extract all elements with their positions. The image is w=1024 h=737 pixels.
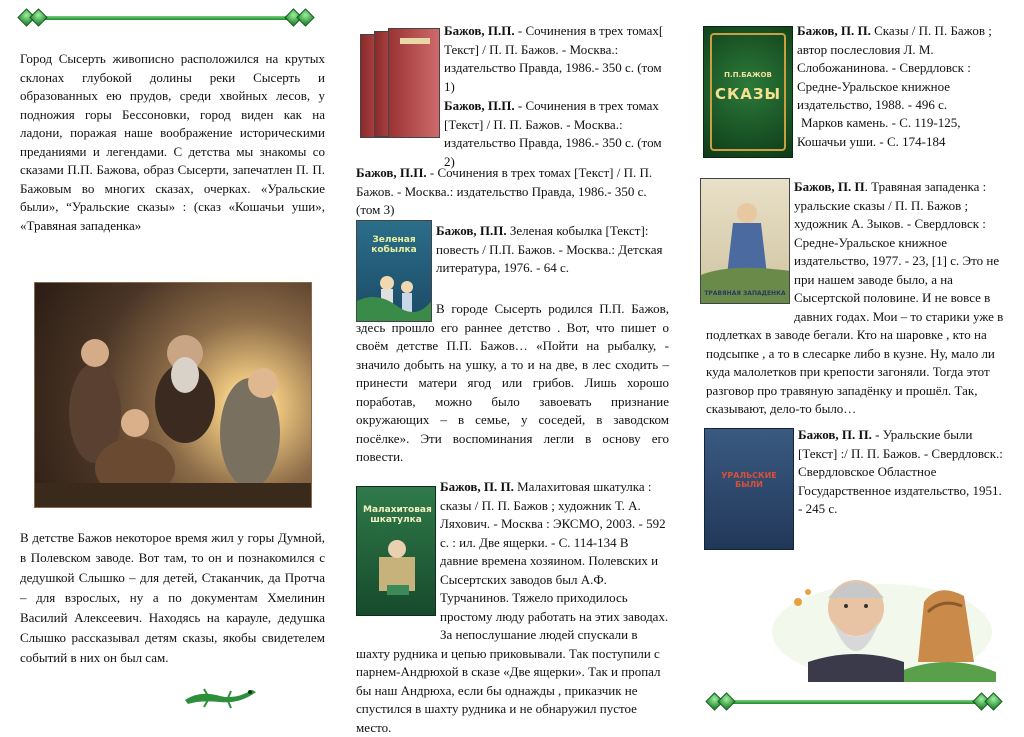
middle-paragraph-childhood: В городе Сысерть родился П.П. Бажов, здесь прошло его раннее детство . Вот, что пишет о своём детстве П.П. Бажов… «Пойти на рыбалку, - значило добыть на ушку, а то и на две, в лес сходить – принести матери ягод или грибов. Лишь хорошо поработав, можно было завоевать признание окружающих – в семье, у соседей, в заводском посёлке». Эти воспоминания легли в основу его повести. [356,301,669,464]
entry-text: - Уральские были [Текст] :/ П. П. Бажов. - Свердловск.: Свердловское Областное Государственное издательство, 1951. - 245 с. [798,427,1003,516]
cover-title: УРАЛЬСКИЕ БЫЛИ [721,471,777,489]
entry-text: Малахитовая шкатулка : сказы / П. П. Бажов ; художник Т. А. Ляхович. - Москва : ЭКСМО, 2003. - 592 с. : ил. Две ящерки. - С. 114-134 В давние времена хозяином. Полевских и Сысертских заводов был А.Ф. Турчанинов. Тяжело приходилось простому люду работать на этих заводах. За непослушание людей спускали в шахту рудника и цепью приковывали. Так поступили с парнем-Андрюхой в сказе «Две ящерки». Так и пропал бы наш Андрюха, если бы однажды , приказчик не спустился в шахту рудника и не обнаружил пустое место. [356,479,669,735]
entry-text: Сказы / П. П. Бажов ; автор послесловия Л. М. Слобожанинова. - Свердловск : Средне-Уральское книжное издательство, 1988. - 496 с. [797,23,992,112]
bazhov-portrait-illustration [768,562,996,682]
middle-entry-4 [436,222,669,278]
entry-text: - Сочинения в трех томах [Текст] / П. П. Бажов. - Москва.: издательство Правда, 1986.- 350 с. (том 2) [444,98,662,169]
middle-entry-3 [356,164,669,220]
right-entry-3 [798,426,1003,519]
right-entry-1 [797,22,1005,115]
illustration-storyteller-photo [34,282,312,508]
entry-author: Бажов, П. П [794,179,865,194]
entry-author: Бажов, П. П. [798,427,872,442]
cover-title: СКАЗЫ [714,85,782,103]
entry-author: Бажов, П.П. [436,223,507,238]
right-entry-2 [706,178,1006,419]
cover-title: Зеленая кобылка [371,235,417,255]
cover-title: Малахитовая шкатулка [363,505,432,525]
entry-text: - Сочинения в трех томах[ Текст] / П. П. Бажов. - Москва.: издательство Правда, 1986.- 350 с. (том 1) [444,23,664,94]
entry-author: Бажов, П. П. [440,479,514,494]
decorative-bar-bottom-right [706,698,1002,706]
entry-author: Бажов, П. П. [797,23,871,38]
right-entry-1-contents: Марков камень. - С. 119-125, Кошачьи уши. - С. 174-184 [797,115,961,149]
lizard-icon [180,680,260,710]
entry-text: Зеленая кобылка [Текст]: повесть / П.П. Бажов. - Москва.: Детская литература, 1976. - 64 с. [436,223,663,275]
entry-text: . Травяная западенка : уральские сказы / П. П. Бажов ; художник А. Зыков. - Свердловск : Средне-Уральское книжное издательство, 1977. - 23, [1] с. Это не при нашем заводе было, а на Сысертской половине. И не вовсе в давних годах. Мои – то старики уже в подлетках в заводе бегали. Кто на шаровке , кто на подсыпке , а то в слесарке либо в кузне. Ну, мало ли куда малолетков при крепости загоняли. Тогда этот разговор про травяную западёнку и прошёл. Так, сказывают, дело-то было… [706,179,1004,416]
cover-skazy [703,26,793,158]
entry-text: - Сочинения в трех томах [Текст] / П. П. Бажов. - Москва.: издательство Правда, 1986.- 350 с. (том 3) [356,165,653,217]
cover-author-line: П.П.БАЖОВ [724,71,772,79]
cover-title: ТРАВЯНАЯ ЗАПАДЕНКА [704,290,786,297]
entry-author: Бажов, П.П. [444,98,515,113]
decorative-bar-top-left [18,14,314,22]
storyteller-scene-image [35,283,312,508]
middle-entry-5 [356,478,669,737]
left-bottom-text: В детстве Бажов некоторое время жил у горы Думной, в Полевском заводе. Вот там, то он и познакомился с дедушкой Слышко – для детей, Стаканчик, да Протча – для взрослых, ну а по документам Хмелинин Василий Алексеевич. Находясь на карауле, дедушка Слышко рассказывал детям сказы, якобы свидетелем событий в них он был сам. [20,530,325,665]
cover-uralskie-byli [704,428,794,550]
entry-author: Бажов, П.П. [444,23,515,38]
left-intro-text: Город Сысерть живописно расположился на крутых склонах глубокой долины реки Сысерть и образованных ею прудов, среди хвойных лесов, у подножия горы Бессоновки, город виден как на ладони, поражая наше воображение историческими преданиями и легендами. С детства мы знакомы со сказами П.П. Бажова, образ Сысерти, запечатлен П. П. Бажовым во многих сказах, очерках. «Уральские были», “Уральские сказы» : (сказ «Кошачьи уши», «Травяная западенка» [20,51,325,233]
middle-entry-1 [444,22,669,96]
middle-entry-2 [444,97,669,171]
cover-collected-works-3vol [360,28,440,140]
entry-author: Бажов, П.П. [356,165,427,180]
